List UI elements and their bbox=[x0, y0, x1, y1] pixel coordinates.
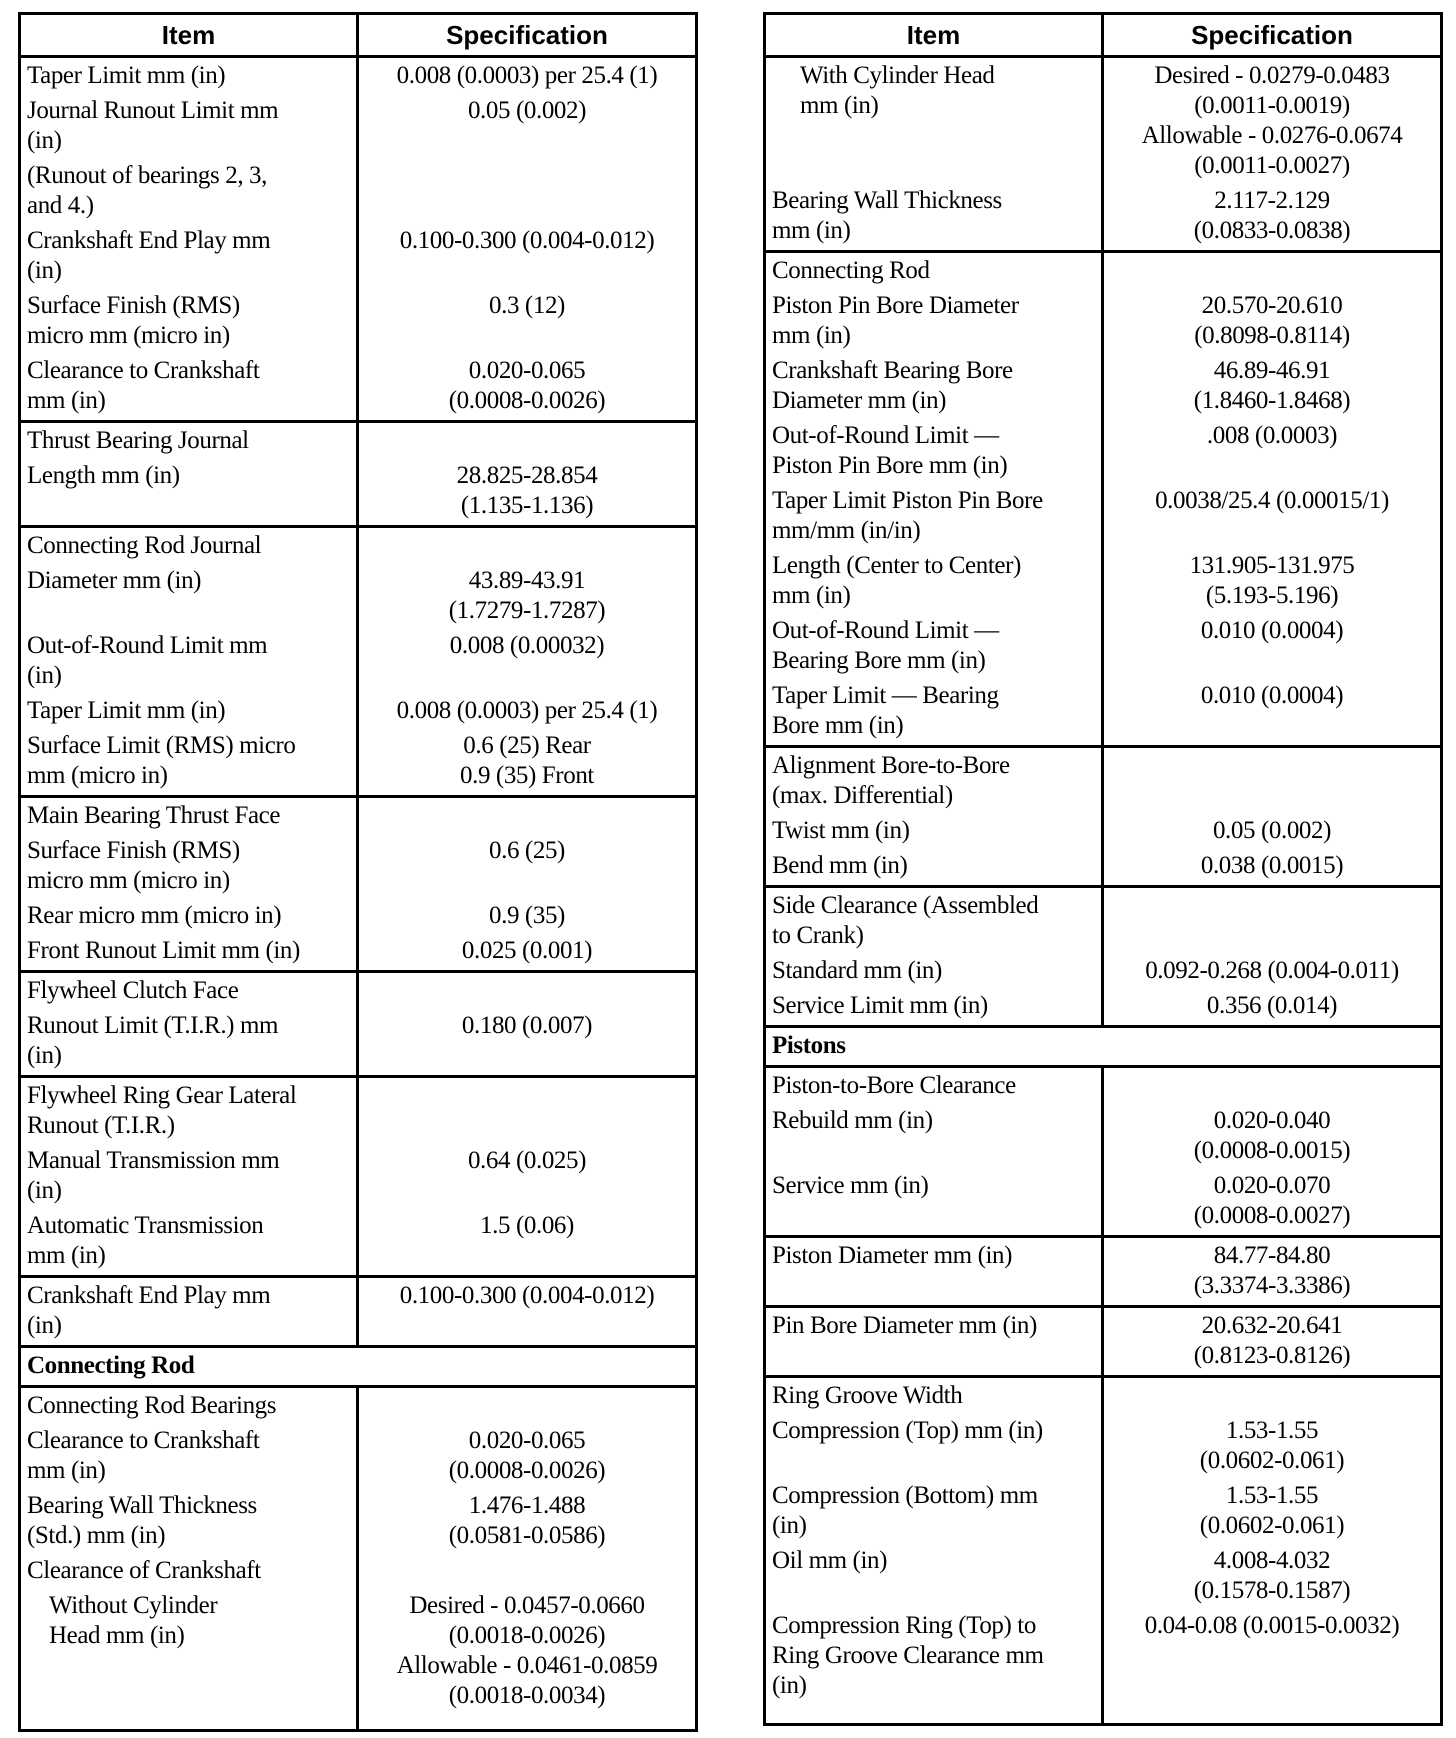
specification-value bbox=[1108, 1381, 1436, 1411]
specification-value bbox=[363, 531, 691, 561]
item-label: Taper Limit — Bearing Bore mm (in) bbox=[772, 682, 999, 739]
column-header-specification: Specification bbox=[1191, 19, 1353, 50]
item-label: Manual Transmission mm (in) bbox=[27, 1147, 280, 1204]
specification-value: 20.632-20.641 (0.8123-0.8126) bbox=[1193, 1312, 1351, 1369]
table-row-group bbox=[766, 1378, 1440, 1723]
item-label: Surface Finish (RMS) micro mm (micro in) bbox=[27, 837, 240, 894]
specification-value bbox=[363, 1556, 691, 1586]
item-column bbox=[766, 1378, 1104, 1723]
specification-value: 0.9 (35) bbox=[489, 902, 565, 929]
item-label: Out-of-Round Limit — Bearing Bore mm (in) bbox=[772, 617, 999, 674]
specification-column bbox=[1104, 58, 1440, 250]
item-label: Pin Bore Diameter mm (in) bbox=[772, 1312, 1037, 1339]
specification-value bbox=[363, 426, 691, 456]
item-label: Ring Groove Width bbox=[772, 1382, 963, 1409]
specification-value: 0.010 (0.0004) bbox=[1200, 617, 1344, 644]
specification-value: .008 (0.0003) bbox=[1206, 422, 1338, 449]
item-label: Crankshaft Bearing Bore Diameter mm (in) bbox=[772, 357, 1013, 414]
item-label: Journal Runout Limit mm (in) bbox=[27, 97, 279, 154]
item-column bbox=[21, 1278, 359, 1345]
specification-value bbox=[1108, 891, 1436, 951]
specification-value: 84.77-84.80 (3.3374-3.3386) bbox=[1193, 1242, 1351, 1299]
table-row-group bbox=[21, 1078, 695, 1278]
item-label: Piston-to-Bore Clearance bbox=[772, 1072, 1016, 1099]
section-heading-row bbox=[21, 1348, 695, 1388]
specification-column bbox=[1104, 1378, 1440, 1723]
specification-value bbox=[1108, 256, 1436, 286]
table-row-group bbox=[21, 528, 695, 798]
item-label: Without Cylinder Head mm (in) bbox=[49, 1592, 218, 1649]
table-row-group bbox=[766, 1308, 1440, 1378]
item-label: Side Clearance (Assembled to Crank) bbox=[772, 892, 1039, 949]
table-row-group bbox=[766, 58, 1440, 253]
item-column bbox=[21, 1348, 695, 1385]
item-label: Out-of-Round Limit mm (in) bbox=[27, 632, 268, 689]
item-label: Standard mm (in) bbox=[772, 957, 942, 984]
specification-value: 131.905-131.975 (5.193-5.196) bbox=[1189, 552, 1355, 609]
item-label: Length (Center to Center) mm (in) bbox=[772, 552, 1021, 609]
specification-value: 0.008 (0.00032) bbox=[449, 632, 605, 659]
table-row-group bbox=[21, 58, 695, 423]
item-label: Rear micro mm (micro in) bbox=[27, 902, 282, 929]
specification-column bbox=[1104, 888, 1440, 1025]
specification-value: 0.6 (25) Rear 0.9 (35) Front bbox=[460, 732, 594, 789]
item-column bbox=[766, 1028, 1440, 1065]
specification-value: 0.038 (0.0015) bbox=[1200, 852, 1344, 879]
specification-value: 20.570-20.610 (0.8098-0.8114) bbox=[1194, 292, 1350, 349]
item-column bbox=[766, 58, 1104, 250]
table-header bbox=[21, 15, 695, 58]
item-column bbox=[21, 973, 359, 1075]
specification-value: 0.180 (0.007) bbox=[461, 1012, 593, 1039]
table-header bbox=[766, 15, 1440, 58]
specification-column bbox=[359, 1388, 695, 1729]
specification-value bbox=[1108, 1071, 1436, 1101]
section-heading: Pistons bbox=[772, 1032, 846, 1059]
specification-value bbox=[363, 1081, 691, 1141]
table-row-group bbox=[766, 253, 1440, 748]
item-label: Out-of-Round Limit — Piston Pin Bore mm (in) bbox=[772, 422, 1008, 479]
item-label: Length mm (in) bbox=[27, 462, 180, 489]
specification-value bbox=[363, 976, 691, 1006]
item-label: Flywheel Clutch Face bbox=[27, 977, 239, 1004]
item-label: Taper Limit mm (in) bbox=[27, 62, 226, 89]
item-label: Connecting Rod Bearings bbox=[27, 1392, 277, 1419]
specification-value: 1.5 (0.06) bbox=[480, 1212, 574, 1239]
specification-value: 46.89-46.91 (1.8460-1.8468) bbox=[1193, 357, 1351, 414]
specification-value: 0.100-0.300 (0.004-0.012) bbox=[399, 227, 655, 254]
specification-value: 0.0038/25.4 (0.00015/1) bbox=[1155, 487, 1389, 514]
item-label: Clearance to Crankshaft mm (in) bbox=[27, 1427, 260, 1484]
item-column bbox=[21, 423, 359, 525]
specification-value: 0.04-0.08 (0.0015-0.0032) bbox=[1144, 1612, 1400, 1639]
item-column bbox=[21, 1388, 359, 1729]
table-row-group bbox=[21, 1278, 695, 1348]
item-column bbox=[21, 58, 359, 420]
table-row-group bbox=[21, 973, 695, 1078]
table-row-group bbox=[21, 423, 695, 528]
item-label: Bend mm (in) bbox=[772, 852, 908, 879]
item-label: Oil mm (in) bbox=[772, 1547, 888, 1574]
specification-value: 0.008 (0.0003) per 25.4 (1) bbox=[396, 62, 658, 89]
item-label: Runout Limit (T.I.R.) mm (in) bbox=[27, 1012, 279, 1069]
item-label: Taper Limit Piston Pin Bore mm/mm (in/in) bbox=[772, 487, 1043, 544]
item-column bbox=[21, 1078, 359, 1275]
item-column bbox=[766, 253, 1104, 745]
item-label: Bearing Wall Thickness (Std.) mm (in) bbox=[27, 1492, 257, 1549]
specification-value: 0.092-0.268 (0.004-0.011) bbox=[1145, 957, 1399, 984]
item-column bbox=[766, 748, 1104, 885]
item-label: Main Bearing Thrust Face bbox=[27, 802, 281, 829]
item-label: Bearing Wall Thickness mm (in) bbox=[772, 187, 1002, 244]
item-column bbox=[766, 1308, 1104, 1375]
specification-value: 4.008-4.032 (0.1578-0.1587) bbox=[1193, 1547, 1351, 1604]
specification-value: 0.64 (0.025) bbox=[467, 1147, 587, 1174]
item-label: Front Runout Limit mm (in) bbox=[27, 937, 300, 964]
right-spec-table bbox=[763, 12, 1443, 1726]
specification-column bbox=[1104, 1068, 1440, 1235]
column-header-item: Item bbox=[766, 15, 1104, 55]
specification-value: 0.100-0.300 (0.004-0.012) bbox=[399, 1282, 655, 1309]
specification-value: 0.020-0.040 (0.0008-0.0015) bbox=[1193, 1107, 1351, 1164]
item-label: Diameter mm (in) bbox=[27, 567, 202, 594]
specification-value bbox=[363, 1391, 691, 1421]
item-label: Piston Diameter mm (in) bbox=[772, 1242, 1013, 1269]
item-label: (Runout of bearings 2, 3, and 4.) bbox=[27, 162, 267, 219]
specification-column bbox=[359, 1278, 695, 1345]
table-row-group bbox=[766, 1238, 1440, 1308]
specification-column bbox=[359, 1078, 695, 1275]
table-row-group bbox=[766, 888, 1440, 1028]
specification-value: 0.05 (0.002) bbox=[1212, 817, 1332, 844]
specification-column bbox=[1104, 1238, 1440, 1305]
item-label: Clearance of Crankshaft bbox=[27, 1557, 261, 1584]
specification-value: 0.020-0.065 (0.0008-0.0026) bbox=[448, 357, 606, 414]
specification-value: 0.05 (0.002) bbox=[467, 97, 587, 124]
table-row-group bbox=[766, 1068, 1440, 1238]
item-label: Automatic Transmission mm (in) bbox=[27, 1212, 264, 1269]
specification-column bbox=[359, 423, 695, 525]
item-label: Rebuild mm (in) bbox=[772, 1107, 933, 1134]
specification-column bbox=[359, 973, 695, 1075]
column-header-item: Item bbox=[21, 15, 359, 55]
specification-value: 0.6 (25) bbox=[489, 837, 565, 864]
item-label: Surface Limit (RMS) micro mm (micro in) bbox=[27, 732, 296, 789]
specification-value: 0.025 (0.001) bbox=[461, 937, 593, 964]
item-label: Alignment Bore-to-Bore (max. Differential) bbox=[772, 752, 1010, 809]
specification-value: 1.53-1.55 (0.0602-0.061) bbox=[1199, 1417, 1345, 1474]
item-label: Service mm (in) bbox=[772, 1172, 929, 1199]
item-label: Compression (Top) mm (in) bbox=[772, 1417, 1043, 1444]
specification-value: Desired - 0.0279-0.0483 (0.0011-0.0019) Allowable - 0.0276-0.0674 (0.0011-0.0027) bbox=[1141, 62, 1403, 179]
item-column bbox=[766, 888, 1104, 1025]
specification-value bbox=[1108, 751, 1436, 811]
specification-value: 0.356 (0.014) bbox=[1206, 992, 1338, 1019]
item-column bbox=[766, 1238, 1104, 1305]
specification-column bbox=[1104, 748, 1440, 885]
item-label: Service Limit mm (in) bbox=[772, 992, 988, 1019]
column-header-specification: Specification bbox=[446, 19, 608, 50]
specification-value: 0.010 (0.0004) bbox=[1200, 682, 1344, 709]
specification-column bbox=[359, 798, 695, 970]
item-label: Piston Pin Bore Diameter mm (in) bbox=[772, 292, 1019, 349]
specification-column bbox=[359, 528, 695, 795]
item-label: Thrust Bearing Journal bbox=[27, 427, 249, 454]
specification-value: 1.53-1.55 (0.0602-0.061) bbox=[1199, 1482, 1345, 1539]
table-row-group bbox=[21, 1388, 695, 1729]
item-label: Flywheel Ring Gear Lateral Runout (T.I.R.) bbox=[27, 1082, 297, 1139]
item-label: With Cylinder Head mm (in) bbox=[800, 62, 995, 119]
specification-column bbox=[1104, 1308, 1440, 1375]
item-column bbox=[21, 798, 359, 970]
item-label: Crankshaft End Play mm (in) bbox=[27, 227, 271, 284]
table-row-group bbox=[766, 748, 1440, 888]
specification-value: 1.476-1.488 (0.0581-0.0586) bbox=[448, 1492, 606, 1549]
specification-value: 28.825-28.854 (1.135-1.136) bbox=[456, 462, 598, 519]
item-label: Surface Finish (RMS) micro mm (micro in) bbox=[27, 292, 240, 349]
specification-value: 0.020-0.065 (0.0008-0.0026) bbox=[448, 1427, 606, 1484]
item-label: Taper Limit mm (in) bbox=[27, 697, 226, 724]
item-label: Clearance to Crankshaft mm (in) bbox=[27, 357, 260, 414]
specification-value: Desired - 0.0457-0.0660 (0.0018-0.0026) Allowable - 0.0461-0.0859 (0.0018-0.0034) bbox=[396, 1592, 658, 1709]
item-column bbox=[21, 528, 359, 795]
specification-value: 43.89-43.91 (1.7279-1.7287) bbox=[448, 567, 606, 624]
specification-value: 2.117-2.129 (0.0833-0.0838) bbox=[1193, 187, 1351, 244]
specification-value bbox=[363, 161, 691, 221]
item-label: Twist mm (in) bbox=[772, 817, 910, 844]
item-label: Connecting Rod Journal bbox=[27, 532, 262, 559]
specification-value: 0.008 (0.0003) per 25.4 (1) bbox=[396, 697, 658, 724]
item-label: Crankshaft End Play mm (in) bbox=[27, 1282, 271, 1339]
specification-column bbox=[1104, 253, 1440, 745]
specification-value: 0.3 (12) bbox=[489, 292, 565, 319]
item-label: Compression (Bottom) mm (in) bbox=[772, 1482, 1038, 1539]
item-label: Compression Ring (Top) to Ring Groove Clearance mm (in) bbox=[772, 1612, 1044, 1699]
specification-value bbox=[363, 801, 691, 831]
table-row-group bbox=[21, 798, 695, 973]
item-column bbox=[766, 1068, 1104, 1235]
left-spec-table bbox=[18, 12, 698, 1732]
specification-value: 0.020-0.070 (0.0008-0.0027) bbox=[1193, 1172, 1351, 1229]
section-heading-row bbox=[766, 1028, 1440, 1068]
item-label: Connecting Rod bbox=[772, 257, 930, 284]
specification-column bbox=[359, 58, 695, 420]
section-heading: Connecting Rod bbox=[27, 1352, 195, 1379]
